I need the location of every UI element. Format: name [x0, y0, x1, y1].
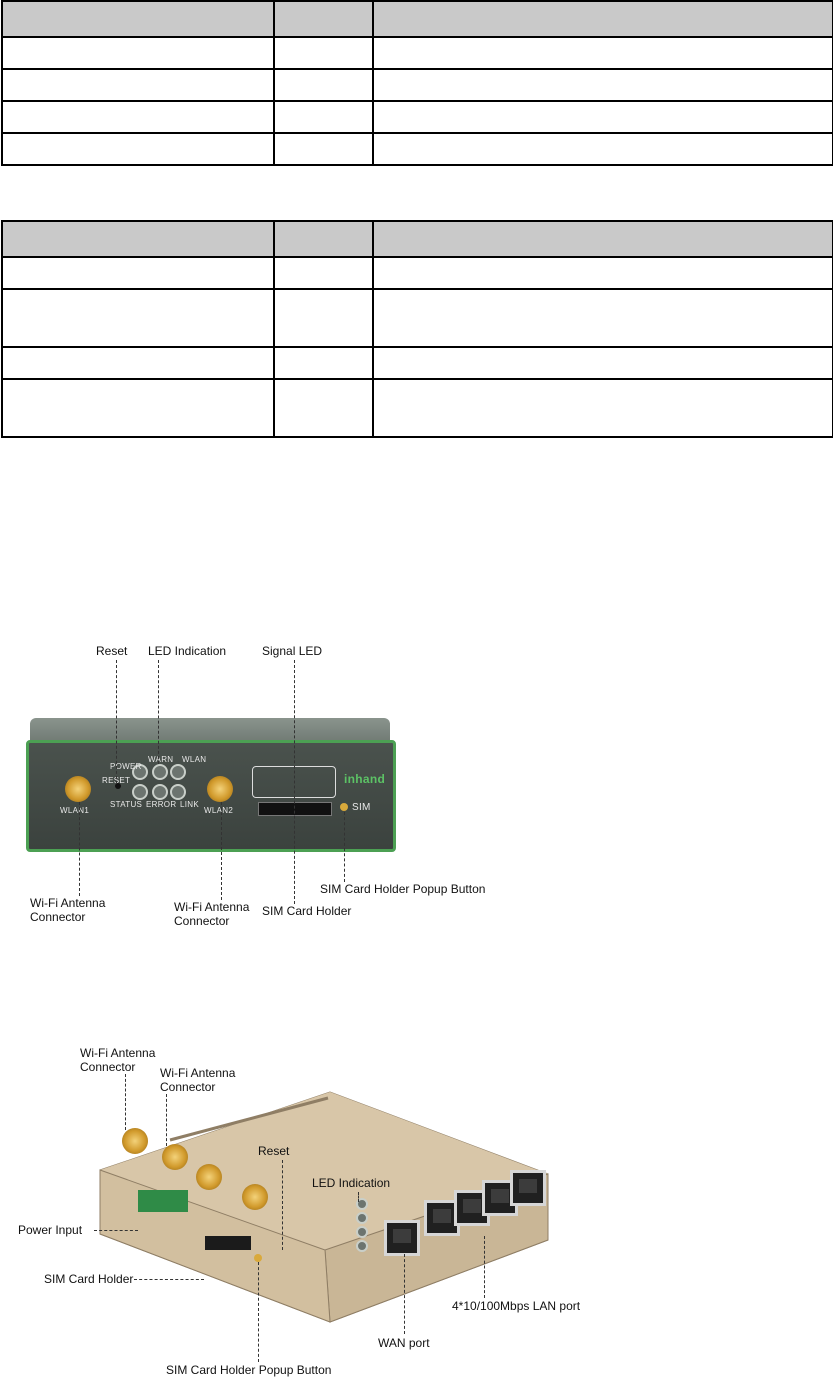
- led-2-icon: [356, 1212, 368, 1224]
- table-header-row: [2, 1, 833, 37]
- silk-status: STATUS: [110, 800, 143, 809]
- callout-wifi-antenna-1: Wi-Fi Antenna Connector: [30, 896, 106, 924]
- wlan1-antenna-connector-icon: [65, 776, 91, 802]
- sim-popup-button-dot: [254, 1254, 262, 1262]
- leader-power-input: [94, 1230, 138, 1231]
- table-row: [2, 257, 833, 289]
- spec-table-1: [1, 0, 833, 166]
- silk-reset: RESET: [102, 776, 131, 785]
- leader-led-indication: [158, 660, 159, 764]
- callout-wifi-antenna-1: Wi-Fi Antenna Connector: [80, 1046, 156, 1074]
- callout-reset: Reset: [258, 1144, 290, 1158]
- antenna-connector-3-icon: [196, 1164, 222, 1190]
- silk-warn: WARN: [148, 755, 174, 764]
- leader-led-indication: [358, 1192, 359, 1202]
- leader-signal-led: [294, 660, 295, 904]
- led-3-icon: [356, 1226, 368, 1238]
- leader-sim-popup: [258, 1262, 259, 1362]
- callout-sim-popup-button: SIM Card Holder Popup Button: [166, 1363, 332, 1377]
- callout-led-indication: LED Indication: [312, 1176, 391, 1190]
- power-terminal-block: [138, 1190, 188, 1212]
- table-row: [2, 69, 833, 101]
- sim-card-slot-icon: [258, 802, 332, 816]
- callout-wan-port: WAN port: [378, 1336, 430, 1350]
- leader-wifi-antenna-2: [166, 1094, 167, 1146]
- leader-wifi-antenna-1: [125, 1074, 126, 1130]
- table-row: [2, 133, 833, 165]
- wlan-led-icon: [170, 764, 186, 780]
- leader-wifi-antenna-1: [79, 802, 80, 896]
- status-led-icon: [132, 784, 148, 800]
- leader-wan-port: [404, 1254, 405, 1334]
- callout-power-input: Power Input: [18, 1223, 83, 1237]
- leader-sim-popup: [344, 812, 345, 882]
- callout-sim-card-holder: SIM Card Holder: [44, 1272, 134, 1286]
- table-row: [2, 37, 833, 69]
- front-panel-figure: [0, 640, 833, 940]
- callout-reset: Reset: [96, 644, 128, 658]
- leader-lan-port: [484, 1236, 485, 1298]
- sim-popup-button-icon: [340, 803, 348, 811]
- callout-led-indication: LED Indication: [148, 644, 227, 658]
- silk-sim: SIM: [352, 802, 371, 813]
- perspective-device-figure: [0, 1040, 833, 1380]
- callout-sim-popup-button: SIM Card Holder Popup Button: [320, 882, 486, 896]
- led-4-icon: [356, 1240, 368, 1252]
- wan-port-icon: [384, 1220, 420, 1256]
- antenna-connector-4-icon: [242, 1184, 268, 1210]
- antenna-connector-1-icon: [122, 1128, 148, 1154]
- silk-wlan2: WLAN2: [204, 806, 234, 815]
- table-row: [2, 347, 833, 379]
- silk-wlan: WLAN: [182, 755, 207, 764]
- callout-sim-card-holder: SIM Card Holder: [262, 904, 352, 918]
- table-row: [2, 379, 833, 437]
- table-row: [2, 289, 833, 347]
- wlan2-antenna-connector-icon: [207, 776, 233, 802]
- silk-error: ERROR: [146, 800, 177, 809]
- callout-wifi-antenna-2: Wi-Fi Antenna Connector: [174, 900, 250, 928]
- leader-wifi-antenna-2: [221, 802, 222, 900]
- antenna-connector-2-icon: [162, 1144, 188, 1170]
- callout-wifi-antenna-2: Wi-Fi Antenna Connector: [160, 1066, 236, 1094]
- spec-table-2: [1, 220, 833, 438]
- leader-reset: [282, 1160, 283, 1250]
- sim-card-holder-slot: [205, 1236, 251, 1250]
- callout-signal-led: Signal LED: [262, 644, 323, 658]
- error-led-icon: [152, 784, 168, 800]
- silk-power: POWER: [110, 762, 142, 771]
- table-header-row: [2, 221, 833, 257]
- lan-port-4-icon: [510, 1170, 546, 1206]
- leader-sim-card-holder: [134, 1279, 204, 1280]
- silk-link: LINK: [180, 800, 199, 809]
- silk-wlan1: WLAN1: [60, 806, 90, 815]
- table-row: [2, 101, 833, 133]
- link-led-icon: [170, 784, 186, 800]
- callout-lan-port: 4*10/100Mbps LAN port: [452, 1299, 581, 1313]
- warn-led-icon: [152, 764, 168, 780]
- leader-reset: [116, 660, 117, 784]
- brand-logo: inhand: [344, 772, 386, 786]
